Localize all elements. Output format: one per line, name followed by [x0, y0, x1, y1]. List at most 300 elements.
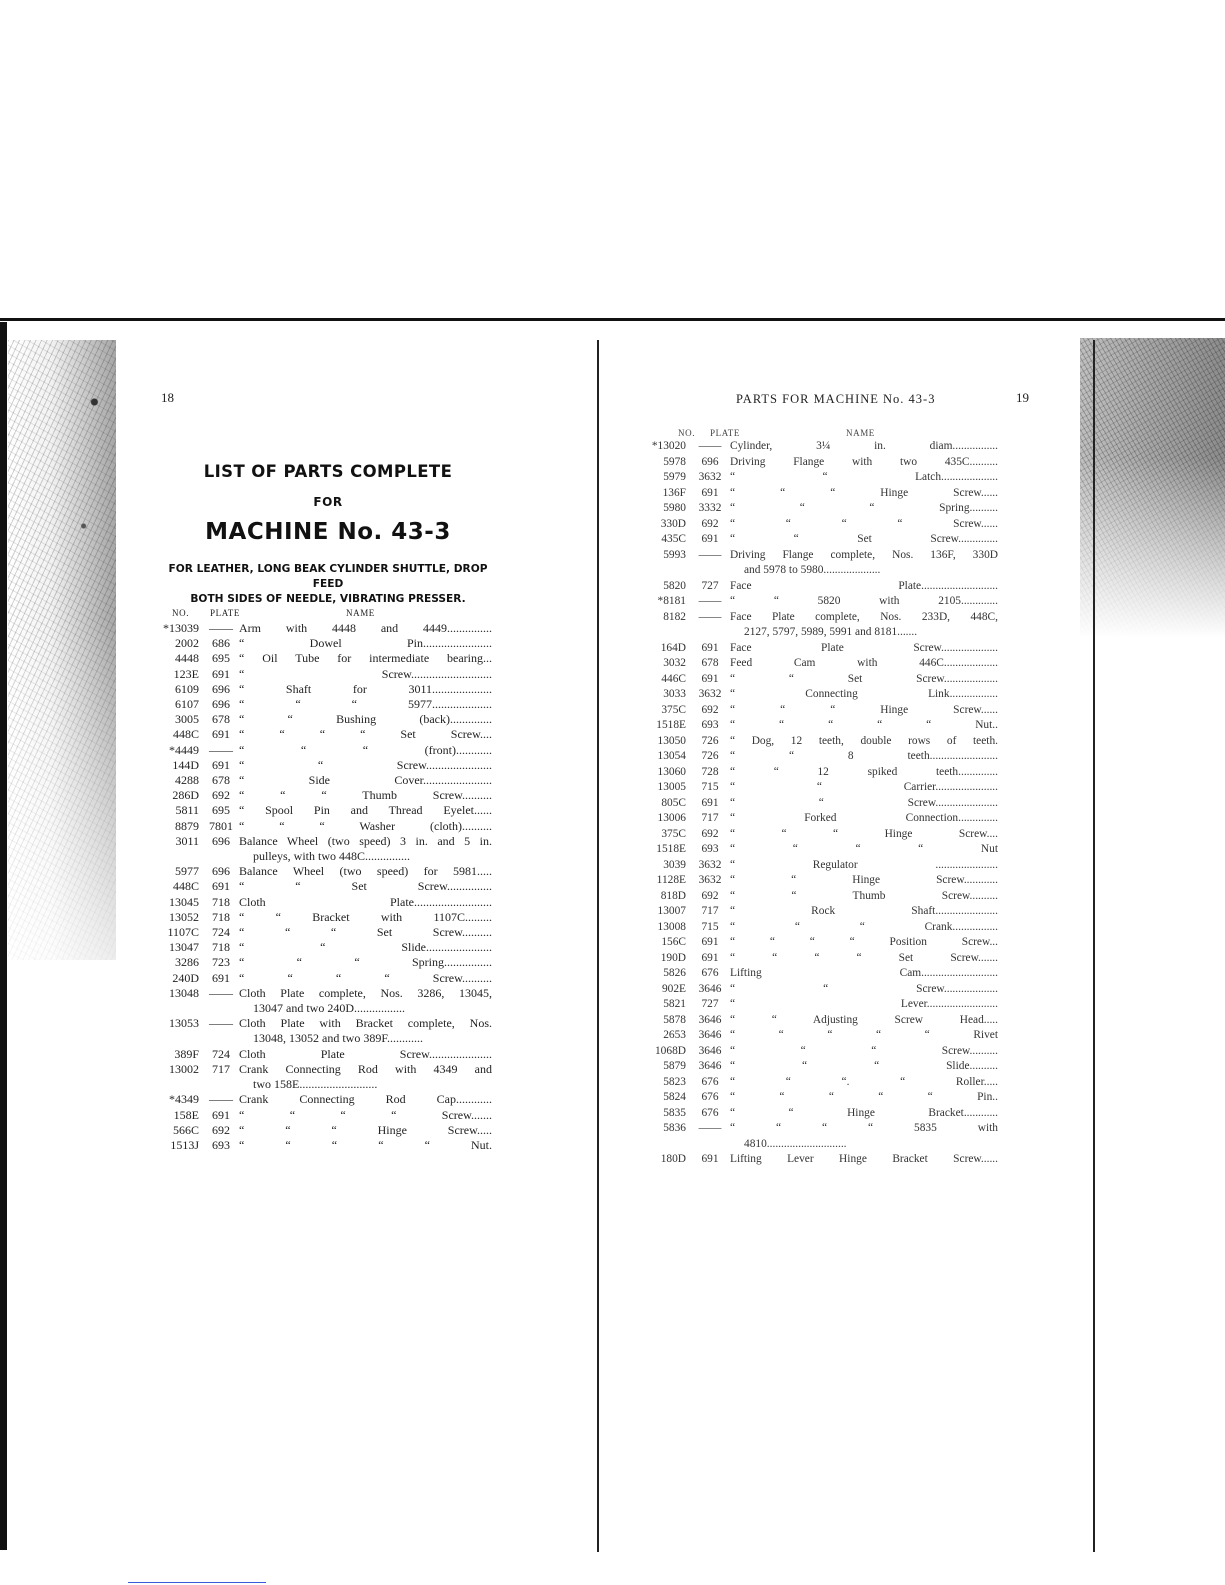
- part-name: “ “ “. “ Roller.....: [730, 1075, 998, 1088]
- part-name: “ “ 12 spiked teeth..............: [730, 765, 998, 778]
- part-row: [648, 610, 998, 641]
- plate-number: ——: [698, 610, 722, 623]
- part-name: “ Spool Pin and Thread Eyelet......: [239, 803, 492, 818]
- part-name: Arm with 4448 and 4449...............: [239, 621, 492, 635]
- part-row: [648, 904, 998, 920]
- part-number: 3039: [663, 858, 686, 871]
- part-number: 13045: [169, 894, 199, 909]
- plate-number: 686: [212, 636, 230, 651]
- part-row: [157, 971, 492, 986]
- part-name: “ “ “ Hinge Screw.....: [239, 1122, 492, 1137]
- part-number: 13048: [169, 985, 199, 1000]
- part-number: 5878: [663, 1013, 686, 1026]
- part-number: 818D: [660, 889, 686, 902]
- scan-noise-left: [8, 340, 116, 960]
- part-name: “ “ “ “ “ Nut.: [239, 1137, 492, 1152]
- part-number: 164D: [660, 641, 686, 654]
- right-page-number: 19: [1016, 390, 1029, 405]
- part-number: 5824: [663, 1091, 686, 1103]
- plate-number: 695: [212, 803, 230, 818]
- part-number: 435C: [661, 533, 686, 545]
- part-name-continued: and 5978 to 5980....................: [744, 564, 881, 576]
- part-row: [648, 780, 998, 796]
- plate-number: 717: [701, 812, 719, 824]
- part-row: [157, 1138, 492, 1153]
- part-name: Crank Connecting Rod with 4349 and: [239, 1061, 492, 1076]
- part-name: “ “ Set Screw...............: [239, 879, 492, 894]
- part-number: 13060: [657, 765, 686, 778]
- part-number: *8181: [657, 595, 686, 607]
- part-number: 330D: [660, 517, 686, 530]
- part-number: 13006: [657, 812, 686, 824]
- plate-number: 3646: [698, 1044, 722, 1057]
- plate-number: ——: [209, 621, 233, 635]
- plate-number: ——: [698, 595, 722, 607]
- part-row: [648, 1075, 998, 1091]
- part-row: [157, 819, 492, 834]
- part-number: 8182: [663, 610, 686, 623]
- plate-number: 692: [701, 517, 719, 530]
- part-number: 158E: [173, 1107, 199, 1122]
- plate-number: 696: [701, 455, 719, 468]
- plate-number: 678: [212, 712, 230, 727]
- part-name: Cloth Plate Screw.....................: [239, 1046, 492, 1061]
- part-number: *4449: [169, 742, 199, 757]
- plate-number: 691: [701, 672, 719, 685]
- part-number: 13050: [657, 734, 686, 747]
- part-name: “ “ “ Slide..........: [730, 1060, 998, 1072]
- part-name: “ “ “ “ “ Rivet: [730, 1029, 998, 1041]
- part-row: [157, 1123, 492, 1138]
- part-row: [648, 811, 998, 827]
- part-row: [648, 997, 998, 1013]
- plate-number: 676: [701, 1075, 719, 1088]
- part-name: “ Connecting Link.................: [730, 688, 998, 700]
- part-name: “ “ “ Hinge Screw....: [730, 827, 998, 840]
- part-row: [648, 687, 998, 703]
- part-name: “ “ “ Hinge Screw......: [730, 703, 998, 716]
- part-row: [157, 697, 492, 712]
- part-row: [157, 940, 492, 955]
- part-row: [157, 773, 492, 788]
- part-number: 5835: [663, 1106, 686, 1119]
- part-name: “ “ “ “ Screw......: [730, 517, 998, 530]
- part-number: *4349: [169, 1092, 199, 1107]
- part-row: [648, 1028, 998, 1044]
- part-number: 5879: [663, 1060, 686, 1072]
- part-row: [648, 827, 998, 843]
- part-number: 3032: [663, 657, 686, 669]
- part-number: 4448: [175, 651, 199, 666]
- part-row: [648, 532, 998, 548]
- part-name-continued: pulleys, with two 448C...............: [253, 849, 411, 864]
- part-row: [157, 1092, 492, 1107]
- subtitle-line: FOR LEATHER, LONG BEAK CYLINDER SHUTTLE, DROP FEED: [168, 563, 488, 590]
- plate-number: 696: [212, 833, 230, 848]
- part-row: [157, 651, 492, 666]
- part-row: [157, 727, 492, 742]
- plate-number: 691: [212, 757, 230, 772]
- part-row: [648, 501, 998, 517]
- part-row: [648, 935, 998, 951]
- plate-number: 723: [212, 955, 230, 970]
- part-name: “ “ “ (front)............: [239, 742, 492, 757]
- plate-number: 693: [701, 719, 719, 731]
- part-name-continued: 13047 and two 240D.................: [253, 1001, 405, 1016]
- plate-number: 692: [212, 1122, 230, 1137]
- part-name: “ “ “ Thumb Screw..........: [239, 788, 492, 803]
- part-name-continued: 13048, 13052 and two 389F............: [253, 1031, 424, 1046]
- part-number: 3286: [175, 955, 199, 970]
- part-number: 5820: [663, 579, 686, 592]
- part-row: [157, 712, 492, 727]
- part-row: [157, 803, 492, 818]
- part-number: 13005: [657, 781, 686, 793]
- col-name-header: NAME: [846, 428, 875, 438]
- part-row: [157, 955, 492, 970]
- part-name: “ “ Slide......................: [239, 940, 492, 955]
- part-row: [648, 455, 998, 471]
- part-name: Face Plate...........................: [730, 579, 998, 592]
- part-name: Cloth Plate with Bracket complete, Nos.: [239, 1016, 492, 1031]
- part-number: 144D: [172, 757, 199, 772]
- part-row: [648, 594, 998, 610]
- part-row: [157, 895, 492, 910]
- page-right-edge-line: [1093, 340, 1095, 1552]
- part-number: 375C: [661, 703, 686, 716]
- col-name-header: NAME: [346, 608, 375, 618]
- plate-number: 3646: [698, 982, 722, 995]
- part-number: 5980: [663, 502, 686, 514]
- plate-number: 691: [701, 951, 719, 964]
- left-parts-list: [157, 621, 492, 1153]
- plate-number: 693: [212, 1137, 230, 1152]
- part-name: “ Rock Shaft......................: [730, 905, 998, 917]
- part-number: 13053: [169, 1016, 199, 1031]
- plate-number: 692: [212, 788, 230, 803]
- plate-number: 3632: [698, 858, 722, 871]
- part-number: *13020: [651, 440, 686, 452]
- part-row: [157, 636, 492, 651]
- part-row: [157, 879, 492, 894]
- part-row: [648, 982, 998, 998]
- part-number: 6109: [175, 681, 199, 696]
- part-number: 13002: [169, 1061, 199, 1076]
- part-name: Cylinder, 3¼ in. diam................: [730, 440, 998, 452]
- part-number: 1513J: [170, 1137, 199, 1152]
- part-row: [648, 517, 998, 533]
- plate-number: 7801: [209, 818, 233, 833]
- part-number: 5823: [663, 1075, 686, 1088]
- part-row: [648, 1013, 998, 1029]
- part-number: 13008: [657, 920, 686, 933]
- part-number: 3011: [175, 833, 199, 848]
- part-name: Feed Cam with 446C...................: [730, 657, 998, 669]
- part-row: [648, 672, 998, 688]
- part-name: “ “ “ “ Position Screw...: [730, 936, 998, 948]
- plate-number: 692: [701, 703, 719, 716]
- part-number: 1518E: [656, 843, 686, 855]
- part-name: “ “ 8 teeth........................: [730, 750, 998, 762]
- part-row: [157, 1108, 492, 1123]
- col-no-header: NO.: [678, 428, 696, 438]
- part-name: “ Shaft for 3011....................: [239, 681, 492, 696]
- part-row: [648, 749, 998, 765]
- right-parts-list: [648, 439, 998, 1168]
- part-row: [157, 1062, 492, 1092]
- part-number: 448C: [172, 727, 199, 742]
- part-row: [648, 966, 998, 982]
- part-name: “ “ Carrier......................: [730, 781, 998, 793]
- scan-left-edge: [0, 322, 7, 1550]
- col-no-header: NO.: [172, 608, 190, 618]
- plate-number: 695: [212, 651, 230, 666]
- plate-number: 726: [701, 750, 719, 762]
- plate-number: 696: [212, 681, 230, 696]
- part-name: Cloth Plate complete, Nos. 3286, 13045,: [239, 985, 492, 1000]
- plate-number: 718: [212, 894, 230, 909]
- plate-number: 691: [701, 796, 719, 809]
- plate-number: ——: [698, 440, 722, 452]
- part-name: “ “ Adjusting Screw Head.....: [730, 1013, 998, 1026]
- part-name: “ “ Screw......................: [239, 757, 492, 772]
- plate-number: 715: [701, 920, 719, 933]
- part-name: “ “ “ “ Set Screw....: [239, 727, 492, 742]
- part-number: 446C: [661, 672, 686, 685]
- part-name: “ “ “ “ Nut: [730, 843, 998, 855]
- plate-number: 728: [701, 765, 719, 778]
- part-name-continued: 2127, 5797, 5989, 5991 and 8181.......: [744, 626, 918, 638]
- part-name: “ “ Set Screw...................: [730, 672, 998, 685]
- plate-number: 691: [212, 666, 230, 681]
- part-number: 180D: [660, 1153, 686, 1165]
- part-number: 448C: [172, 879, 199, 894]
- viewer-link-underline: [128, 1582, 266, 1583]
- part-row: [648, 1090, 998, 1106]
- plate-number: 3646: [698, 1060, 722, 1072]
- part-number: 5826: [663, 967, 686, 979]
- part-number: 190D: [660, 951, 686, 964]
- for-label: FOR: [313, 495, 343, 509]
- plate-number: 3332: [698, 502, 722, 514]
- plate-number: 718: [212, 909, 230, 924]
- part-name: Driving Flange complete, Nos. 136F, 330D: [730, 548, 998, 561]
- part-name: Cloth Plate..........................: [239, 894, 492, 909]
- part-number: 3005: [175, 712, 199, 727]
- plate-number: ——: [209, 985, 233, 1000]
- plate-number: 676: [701, 1106, 719, 1119]
- part-name: Balance Wheel (two speed) 3 in. and 5 in.: [239, 833, 492, 848]
- part-name: “ “ 5820 with 2105.............: [730, 595, 998, 607]
- plate-number: 676: [701, 1091, 719, 1103]
- part-number: 13047: [169, 940, 199, 955]
- plate-number: 692: [701, 889, 719, 902]
- part-name: Face Plate complete, Nos. 233D, 448C,: [730, 610, 998, 623]
- part-name-continued: 4810............................: [744, 1137, 847, 1150]
- part-name: Lifting Lever Hinge Bracket Screw......: [730, 1153, 998, 1165]
- part-row: [648, 796, 998, 812]
- part-name: “ “ Hinge Bracket............: [730, 1106, 998, 1119]
- part-row: [157, 743, 492, 758]
- plate-number: 691: [212, 1107, 230, 1122]
- part-row: [648, 1106, 998, 1122]
- plate-number: 717: [212, 1061, 230, 1076]
- plate-number: 717: [701, 905, 719, 917]
- part-name: “ Side Cover.......................: [239, 773, 492, 788]
- part-row: [648, 470, 998, 486]
- part-row: [648, 842, 998, 858]
- plate-number: 691: [701, 641, 719, 654]
- part-name: “ Forked Connection..............: [730, 812, 998, 824]
- part-number: 286D: [172, 788, 199, 803]
- part-row: [157, 788, 492, 803]
- plate-number: 724: [212, 1046, 230, 1061]
- part-number: 5836: [663, 1122, 686, 1134]
- part-row: [648, 1121, 998, 1152]
- plate-number: ——: [698, 548, 722, 561]
- part-number: 13007: [657, 905, 686, 917]
- part-name: Face Plate Screw....................: [730, 641, 998, 654]
- part-name: Balance Wheel (two speed) for 5981.....: [239, 864, 492, 879]
- part-name: “ “ Hinge Screw............: [730, 874, 998, 886]
- part-row: [648, 656, 998, 672]
- scan-top-border: [0, 318, 1225, 321]
- part-number: *13039: [163, 621, 199, 635]
- plate-number: 3632: [698, 874, 722, 886]
- part-row: [157, 834, 492, 864]
- plate-number: 3646: [698, 1013, 722, 1026]
- part-name: “ “ “ “ “ Pin..: [730, 1091, 998, 1103]
- plate-number: 696: [212, 697, 230, 712]
- part-number: 136F: [662, 486, 686, 499]
- part-name: “ “ “ Set Screw..........: [239, 925, 492, 940]
- part-name: “ “ Bushing (back)..............: [239, 712, 492, 727]
- plate-number: 691: [701, 1153, 719, 1165]
- plate-number: 3646: [698, 1029, 722, 1041]
- plate-number: ——: [209, 1016, 233, 1031]
- part-name: Driving Flange with two 435C..........: [730, 455, 998, 468]
- part-number: 389F: [174, 1046, 199, 1061]
- part-name: “ “ “ “ Screw..........: [239, 970, 492, 985]
- plate-number: 692: [701, 827, 719, 840]
- plate-number: 678: [701, 657, 719, 669]
- part-name: “ “ Thumb Screw..........: [730, 889, 998, 902]
- plate-number: 718: [212, 940, 230, 955]
- part-name: “ “ Latch....................: [730, 471, 998, 483]
- part-row: [648, 920, 998, 936]
- part-name: “ Screw...........................: [239, 666, 492, 681]
- part-number: 123E: [173, 666, 199, 681]
- plate-number: 727: [701, 579, 719, 592]
- part-row: [648, 734, 998, 750]
- part-row: [157, 1016, 492, 1046]
- machine-heading: MACHINE No. 43-3: [205, 519, 451, 545]
- part-row: [648, 889, 998, 905]
- part-number: 6107: [175, 697, 199, 712]
- part-number: 1107C: [167, 925, 199, 940]
- plate-number: 691: [701, 936, 719, 948]
- part-row: [648, 1044, 998, 1060]
- part-row: [648, 1152, 998, 1168]
- part-number: 805C: [661, 796, 686, 809]
- part-number: 240D: [172, 970, 199, 985]
- part-name: “ “ “ “ “ Nut..: [730, 719, 998, 731]
- part-number: 2653: [663, 1029, 686, 1041]
- part-number: 5978: [663, 455, 686, 468]
- part-name-continued: two 158E..........................: [253, 1077, 378, 1092]
- subtitle-line: BOTH SIDES OF NEEDLE, VIBRATING PRESSER.: [190, 593, 466, 605]
- col-plate-header: PLATE: [210, 608, 240, 618]
- part-name: “ “ “ Spring................: [239, 955, 492, 970]
- plate-number: 691: [701, 486, 719, 499]
- plate-number: 691: [212, 970, 230, 985]
- part-row: [157, 864, 492, 879]
- part-row: [157, 758, 492, 773]
- part-number: 566C: [172, 1122, 199, 1137]
- part-row: [157, 682, 492, 697]
- part-name: “ “ Screw......................: [730, 796, 998, 809]
- part-name: “ Regulator ......................: [730, 858, 998, 871]
- plate-number: 693: [701, 843, 719, 855]
- part-number: 5821: [663, 998, 686, 1010]
- part-number: 156C: [661, 936, 686, 948]
- plate-number: 727: [701, 998, 719, 1010]
- part-row: [648, 718, 998, 734]
- part-row: [157, 986, 492, 1016]
- part-name: “ “ “ Spring..........: [730, 502, 998, 514]
- part-row: [648, 641, 998, 657]
- part-row: [648, 579, 998, 595]
- part-number: 5977: [175, 864, 199, 879]
- plate-number: 691: [212, 727, 230, 742]
- part-name: “ “ “ 5977....................: [239, 697, 492, 712]
- left-page-number: 18: [161, 390, 174, 405]
- plate-number: 715: [701, 781, 719, 793]
- part-number: 1068D: [654, 1044, 686, 1057]
- page-gutter-line: [597, 340, 599, 1552]
- part-row: [648, 439, 998, 455]
- part-number: 1518E: [656, 719, 686, 731]
- part-name: “ Dowel Pin.......................: [239, 636, 492, 651]
- part-number: 2002: [175, 636, 199, 651]
- part-name: “ “ “ Washer (cloth)..........: [239, 818, 492, 833]
- part-number: 1128E: [656, 874, 686, 886]
- plate-number: 726: [701, 734, 719, 747]
- plate-number: ——: [209, 742, 233, 757]
- part-number: 3033: [663, 688, 686, 700]
- part-name: “ “ “ “ Screw.......: [239, 1107, 492, 1122]
- part-number: 5979: [663, 471, 686, 483]
- part-number: 13054: [657, 750, 686, 762]
- part-number: 13052: [169, 909, 199, 924]
- plate-number: 3632: [698, 471, 722, 483]
- part-row: [157, 925, 492, 940]
- part-number: 4288: [175, 773, 199, 788]
- plate-number: 691: [701, 533, 719, 545]
- part-row: [157, 621, 492, 636]
- scan-noise-right: [1080, 338, 1225, 638]
- part-name: Crank Connecting Rod Cap............: [239, 1092, 492, 1107]
- plate-number: 678: [212, 773, 230, 788]
- running-head: PARTS FOR MACHINE No. 43-3: [736, 392, 936, 406]
- plate-number: ——: [698, 1122, 722, 1134]
- part-row: [648, 951, 998, 967]
- part-row: [648, 1059, 998, 1075]
- part-number: 8879: [175, 818, 199, 833]
- part-row: [157, 667, 492, 682]
- part-row: [648, 486, 998, 502]
- col-plate-header: PLATE: [710, 428, 740, 438]
